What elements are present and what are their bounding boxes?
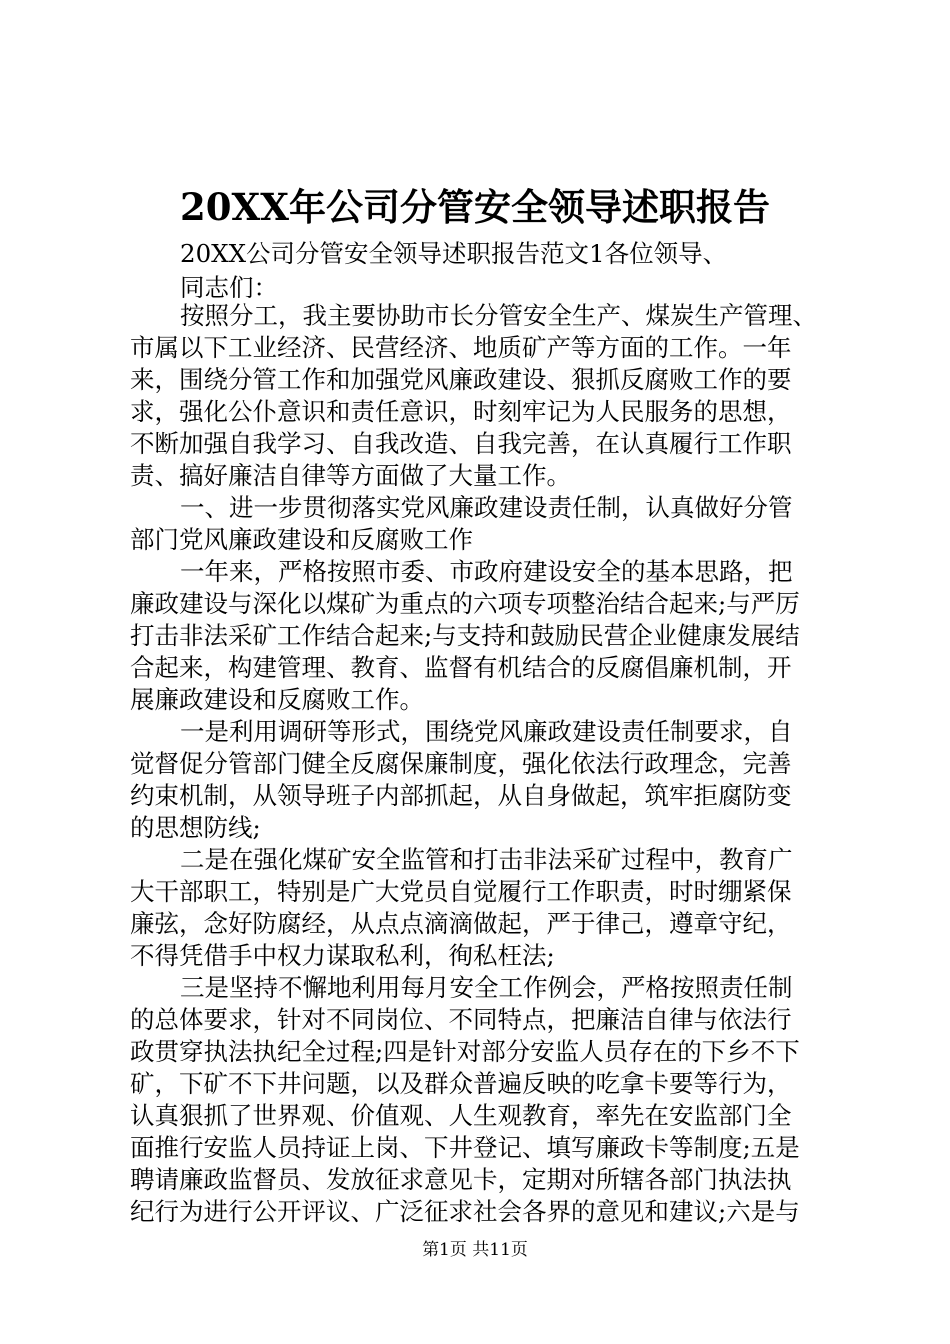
paragraph-line: 责、搞好廉洁自律等方面做了大量工作。	[130, 461, 571, 490]
paragraph-line: 政贯穿执法执纪全过程;四是针对部分安监人员存在的下乡不下	[130, 1037, 800, 1066]
paragraph-line: 求，强化公仆意识和责任意识，时刻牢记为人民服务的思想，	[130, 397, 792, 426]
paragraph-line: 觉督促分管部门健全反腐保廉制度，强化依法行政理念，完善	[130, 749, 792, 778]
paragraph-line: 约束机制，从领导班子内部抓起，从自身做起，筑牢拒腐防变	[130, 781, 792, 810]
paragraph-line: 打击非法采矿工作结合起来;与支持和鼓励民营企业健康发展结	[130, 621, 800, 650]
paragraph-line: 的思想防线;	[130, 813, 261, 842]
page-footer: 第1页 共11页	[422, 1240, 528, 1260]
paragraph-line: 展廉政建设和反腐败工作。	[130, 685, 424, 714]
paragraph-line: 纪行为进行公开评议、广泛征求社会各界的意见和建议;六是与	[130, 1197, 800, 1226]
paragraph-line: 聘请廉政监督员、发放征求意见卡，定期对所辖各部门执法执	[130, 1165, 792, 1194]
intro-line: 20XX公司分管安全领导述职报告范文1各位领导、	[180, 239, 728, 268]
intro-line: 同志们：	[180, 273, 278, 302]
paragraph-line: 来，围绕分管工作和加强党风廉政建设、狠抓反腐败工作的要	[130, 365, 792, 394]
paragraph-line: 矿，下矿不下井问题，以及群众普遍反映的吃拿卡要等行为，	[130, 1069, 792, 1098]
page-title: 20XX年公司分管安全领导述职报告	[180, 185, 770, 229]
paragraph-line: 不得凭借手中权力谋取私利，徇私枉法;	[130, 941, 555, 970]
paragraph-line: 二是在强化煤矿安全监管和打击非法采矿过程中，教育广	[180, 845, 793, 874]
paragraph-line: 面推行安监人员持证上岗、下井登记、填写廉政卡等制度;五是	[130, 1133, 800, 1162]
paragraph-line: 认真狠抓了世界观、价值观、人生观教育，率先在安监部门全	[130, 1101, 792, 1130]
paragraph-line: 廉政建设与深化以煤矿为重点的六项专项整治结合起来;与严厉	[130, 589, 800, 618]
paragraph-line: 合起来，构建管理、教育、监督有机结合的反腐倡廉机制，开	[130, 653, 792, 682]
paragraph-line: 一是利用调研等形式，围绕党风廉政建设责任制要求，自	[180, 717, 793, 746]
paragraph-line: 不断加强自我学习、自我改造、自我完善，在认真履行工作职	[130, 429, 792, 458]
paragraph-line: 的总体要求，针对不同岗位、不同特点，把廉洁自律与依法行	[130, 1005, 792, 1034]
paragraph-line: 按照分工，我主要协助市长分管安全生产、煤炭生产管理、	[180, 301, 817, 330]
section-heading-line: 一、进一步贯彻落实党风廉政建设责任制，认真做好分管	[180, 493, 793, 522]
section-heading-line: 部门党风廉政建设和反腐败工作	[130, 525, 473, 554]
paragraph-line: 市属以下工业经济、民营经济、地质矿产等方面的工作。一年	[130, 333, 792, 362]
paragraph-line: 三是坚持不懈地利用每月安全工作例会，严格按照责任制	[180, 973, 793, 1002]
paragraph-line: 大干部职工，特别是广大党员自觉履行工作职责，时时绷紧保	[130, 877, 792, 906]
paragraph-line: 一年来，严格按照市委、市政府建设安全的基本思路，把	[180, 557, 793, 586]
paragraph-line: 廉弦，念好防腐经，从点点滴滴做起，严于律己，遵章守纪，	[130, 909, 792, 938]
